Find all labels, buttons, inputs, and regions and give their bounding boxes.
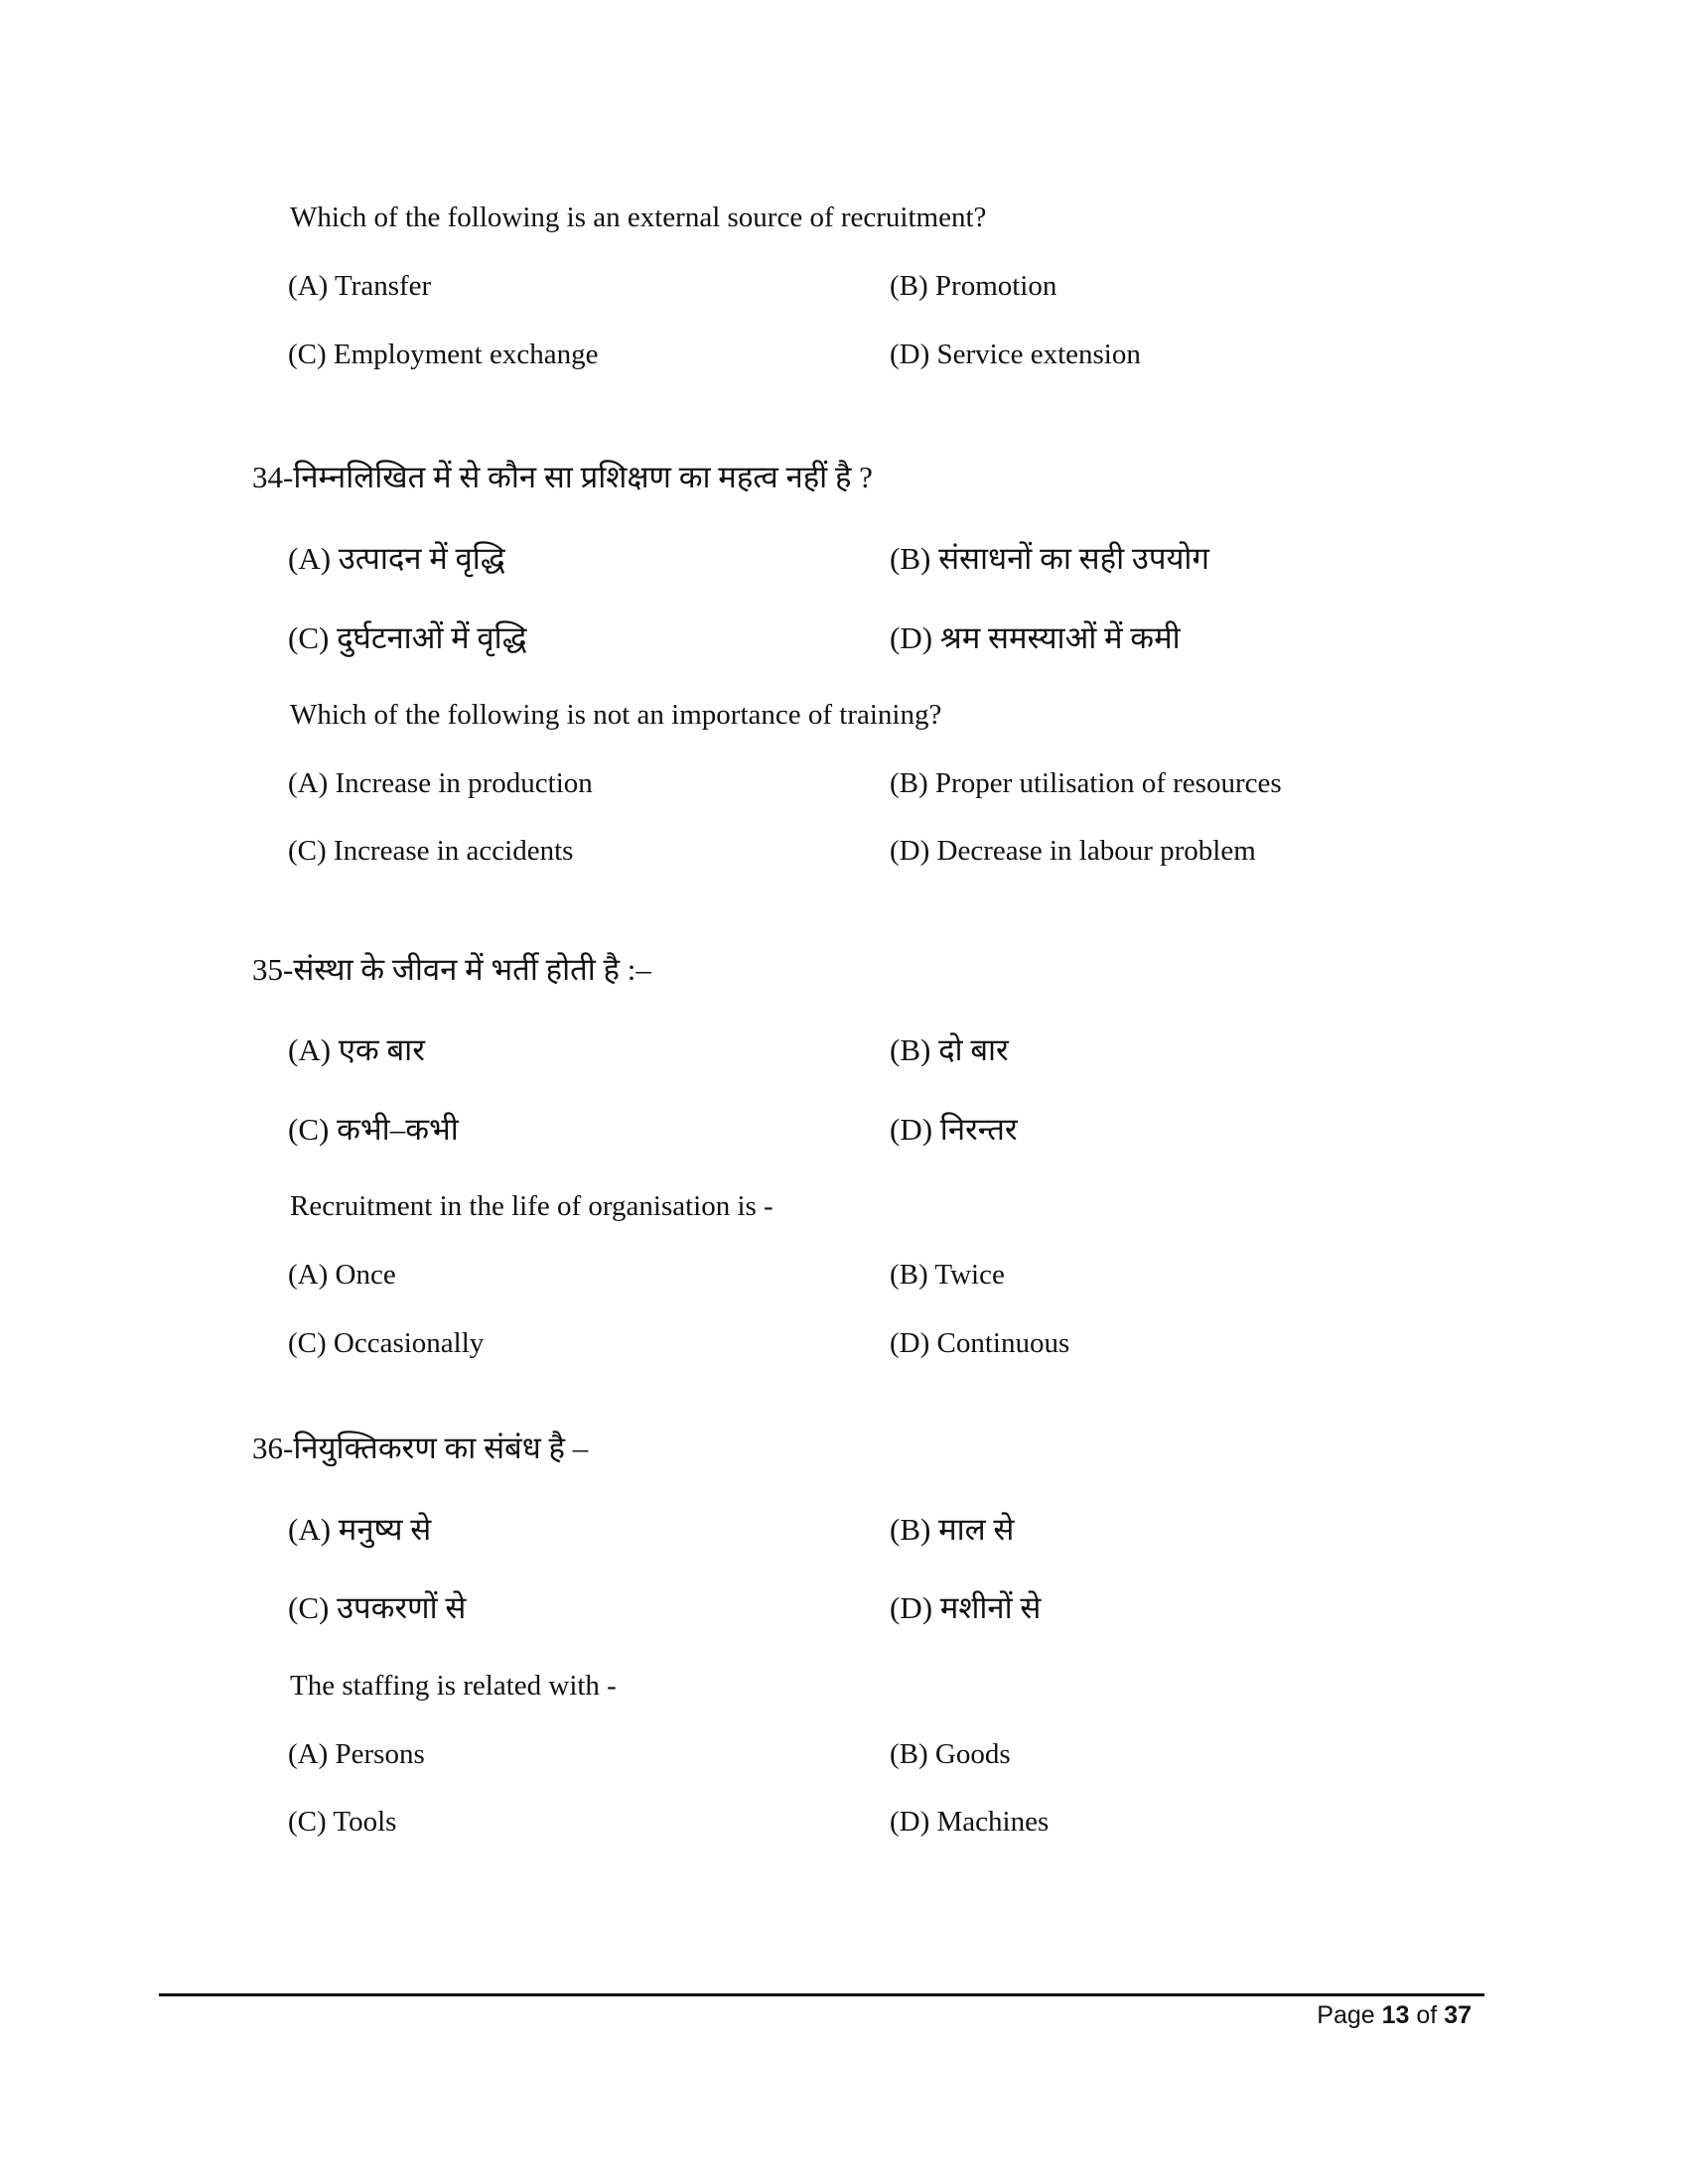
question-35-hindi: 35-संस्था के जीवन में भर्ती होती है :– [252, 952, 651, 987]
option-a-hindi: (A) उत्पादन में वृद्धि [288, 541, 505, 576]
page-number-footer [1317, 2001, 1472, 2030]
option-a: (A) Increase in production [288, 767, 593, 799]
option-a: (A) Transfer [288, 270, 432, 302]
option-c-hindi: (C) उपकरणों से [288, 1590, 467, 1625]
option-d: (D) Decrease in labour problem [890, 835, 1256, 867]
option-a-hindi: (A) मनुष्य से [288, 1512, 432, 1547]
question-36-english: The staffing is related with - [290, 1670, 617, 1702]
of-label: of [1416, 2001, 1438, 2029]
option-c-hindi: (C) कभी–कभी [288, 1112, 459, 1147]
footer-divider [159, 1993, 1484, 1996]
question-34-hindi: 34-निम्नलिखित में से कौन सा प्रशिक्षण का महत्व नहीं है ? [252, 460, 873, 494]
option-b: (B) Goods [890, 1738, 1011, 1770]
total-pages: 37 [1444, 2001, 1472, 2029]
option-d: (D) Machines [890, 1806, 1050, 1838]
option-a-hindi: (A) एक बार [288, 1032, 425, 1067]
option-b: (B) Proper utilisation of resources [890, 767, 1282, 799]
current-page: 13 [1381, 2001, 1410, 2029]
question-36-hindi: 36-नियुक्तिकरण का संबंध है – [252, 1431, 589, 1465]
option-a: (A) Persons [288, 1738, 425, 1770]
option-b-hindi: (B) संसाधनों का सही उपयोग [890, 541, 1209, 576]
option-a: (A) Once [288, 1259, 396, 1291]
option-d-hindi: (D) श्रम समस्याओं में कमी [890, 620, 1181, 655]
question-35-english: Recruitment in the life of organisation is - [290, 1190, 774, 1222]
question-34-english: Which of the following is not an importance of training? [290, 699, 942, 731]
question-33-english: Which of the following is an external source of recruitment? [290, 202, 987, 233]
option-b: (B) Twice [890, 1259, 1005, 1291]
option-c-hindi: (C) दुर्घटनाओं में वृद्धि [288, 620, 527, 655]
option-c: (C) Tools [288, 1806, 397, 1838]
option-d: (D) Service extension [890, 339, 1141, 370]
option-c: (C) Increase in accidents [288, 835, 574, 867]
option-d: (D) Continuous [890, 1327, 1070, 1359]
option-d-hindi: (D) मशीनों से [890, 1590, 1042, 1625]
option-b-hindi: (B) माल से [890, 1512, 1015, 1547]
option-d-hindi: (D) निरन्तर [890, 1112, 1018, 1147]
page-label: Page [1317, 2001, 1375, 2029]
option-c: (C) Employment exchange [288, 339, 599, 370]
option-b: (B) Promotion [890, 270, 1057, 302]
option-c: (C) Occasionally [288, 1327, 485, 1359]
option-b-hindi: (B) दो बार [890, 1032, 1009, 1067]
